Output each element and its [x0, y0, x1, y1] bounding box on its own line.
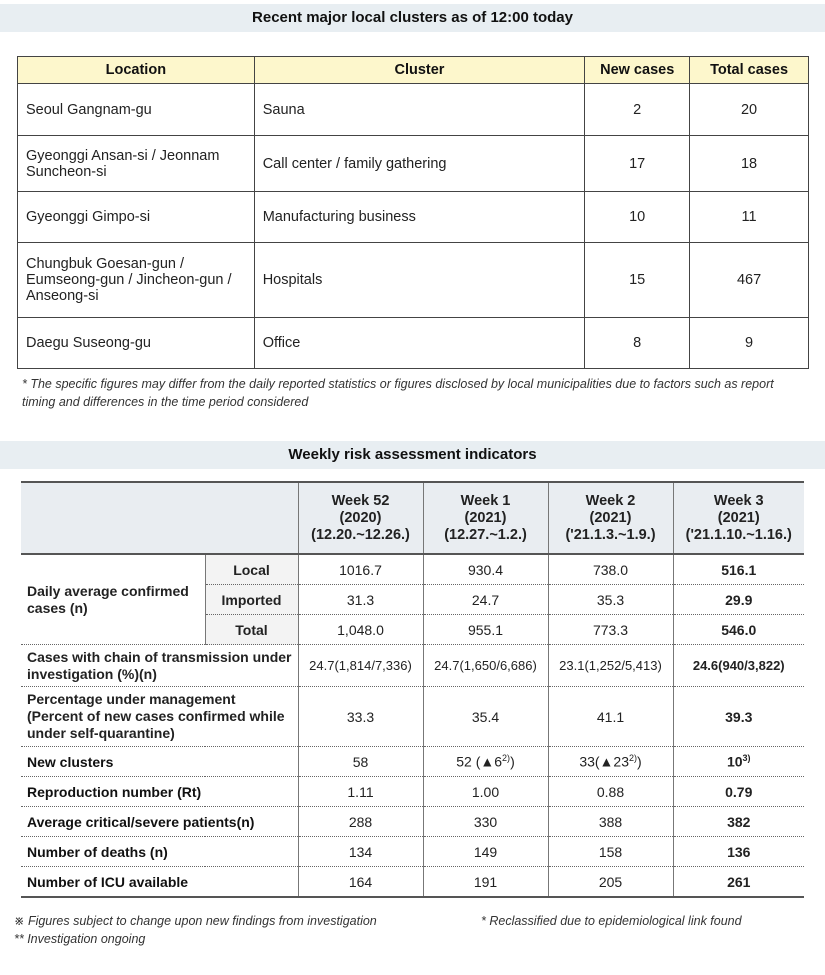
table-row	[21, 687, 804, 747]
value-cell: 930.4	[423, 554, 548, 585]
column-header-new-cases: New cases	[585, 57, 690, 84]
total-cases-cell: 9	[690, 318, 809, 369]
value-cell: 52 (▲6$^{2)}$)	[423, 747, 548, 777]
location-cell: Gyeonggi Gimpo-si	[18, 192, 255, 243]
table-row	[21, 867, 804, 898]
cluster-cell: Call center / family gathering	[254, 136, 585, 192]
value-cell: 29.9	[673, 585, 804, 615]
cluster-cell: Manufacturing business	[254, 192, 585, 243]
column-header-week-3: Week 3 (2021) ('21.1.10.~1.16.)	[673, 482, 804, 554]
value-cell: 10$^{3)}$	[673, 747, 804, 777]
value-cell: 191	[423, 867, 548, 898]
value-cell: 1016.7	[298, 554, 423, 585]
column-header-week-1: Week 1 (2021) (12.27.~1.2.)	[423, 482, 548, 554]
value-cell: 134	[298, 837, 423, 867]
total-cases-cell: 467	[690, 243, 809, 318]
value-cell: 41.1	[548, 687, 673, 747]
location-cell: Chungbuk Goesan-gun / Eumseong-gun / Jincheon-gun / Anseong-si	[18, 243, 255, 318]
table-row	[18, 192, 809, 243]
header-corner	[21, 482, 298, 554]
clusters-title: Recent major local clusters as of 12:00 today	[0, 4, 825, 32]
icu-label: Number of ICU available	[21, 867, 298, 898]
rt-label: Reproduction number (Rt)	[21, 777, 298, 807]
value-cell: 33.3	[298, 687, 423, 747]
column-header-location: Location	[18, 57, 255, 84]
table-row	[18, 84, 809, 136]
table-row	[18, 136, 809, 192]
table-row	[21, 837, 804, 867]
cluster-cell: Office	[254, 318, 585, 369]
transmission-label: Cases with chain of transmission under investigation (%)(n)	[21, 645, 298, 687]
total-cases-cell: 11	[690, 192, 809, 243]
total-label: Total	[205, 615, 298, 645]
new-cases-cell: 2	[585, 84, 690, 136]
value-cell: 388	[548, 807, 673, 837]
weekly-header-row	[21, 482, 804, 554]
value-cell: 738.0	[548, 554, 673, 585]
footnote-figures-subject-to-change: ※ Figures subject to change upon new findings from investigation	[14, 914, 377, 928]
weekly-table	[21, 481, 804, 898]
daily-average-label: Daily average confirmed cases (n)	[21, 554, 205, 645]
deaths-label: Number of deaths (n)	[21, 837, 298, 867]
value-cell: 546.0	[673, 615, 804, 645]
clusters-header-row	[18, 57, 809, 84]
value-cell: 136	[673, 837, 804, 867]
local-label: Local	[205, 554, 298, 585]
value-cell: 955.1	[423, 615, 548, 645]
clusters-footnote: * The specific figures may differ from the daily reported statistics or figures disclosed by local municipalities due to factors such as report timing and differences in the time period considered	[22, 377, 774, 409]
value-cell: 24.7(1,650/6,686)	[423, 645, 548, 687]
weekly-title: Weekly risk assessment indicators	[0, 441, 825, 469]
value-cell: 31.3	[298, 585, 423, 615]
value-cell: 288	[298, 807, 423, 837]
cluster-cell: Sauna	[254, 84, 585, 136]
value-cell: 58	[298, 747, 423, 777]
value-cell: 35.3	[548, 585, 673, 615]
value-cell: 330	[423, 807, 548, 837]
table-row	[21, 777, 804, 807]
value-cell: 24.6(940/3,822)	[673, 645, 804, 687]
new-cases-cell: 15	[585, 243, 690, 318]
management-label: Percentage under management (Percent of new cases confirmed while under self-quarantine)	[21, 687, 298, 747]
value-cell: 516.1	[673, 554, 804, 585]
value-cell: 35.4	[423, 687, 548, 747]
table-row	[21, 645, 804, 687]
column-header-cluster: Cluster	[254, 57, 585, 84]
critical-label: Average critical/severe patients(n)	[21, 807, 298, 837]
table-row	[21, 554, 804, 585]
imported-label: Imported	[205, 585, 298, 615]
value-cell: 24.7(1,814/7,336)	[298, 645, 423, 687]
weekly-footnotes	[14, 912, 814, 948]
new-cases-cell: 10	[585, 192, 690, 243]
cluster-cell: Hospitals	[254, 243, 585, 318]
clusters-table	[17, 56, 809, 369]
value-cell: 773.3	[548, 615, 673, 645]
location-cell: Seoul Gangnam-gu	[18, 84, 255, 136]
value-cell: 1,048.0	[298, 615, 423, 645]
new-cases-cell: 8	[585, 318, 690, 369]
location-cell: Gyeonggi Ansan-si / Jeonnam Suncheon-si	[18, 136, 255, 192]
column-header-week-52: Week 52 (2020) (12.20.~12.26.)	[298, 482, 423, 554]
value-cell: 158	[548, 837, 673, 867]
value-cell: 382	[673, 807, 804, 837]
footnote-reclassified: * Reclassified due to epidemiological link found	[481, 914, 742, 928]
footnote-investigation-ongoing: ** Investigation ongoing	[14, 932, 146, 946]
new-clusters-label: New clusters	[21, 747, 298, 777]
table-row	[21, 747, 804, 777]
value-cell: 1.11	[298, 777, 423, 807]
value-cell: 1.00	[423, 777, 548, 807]
value-cell: 164	[298, 867, 423, 898]
value-cell: 23.1(1,252/5,413)	[548, 645, 673, 687]
column-header-total-cases: Total cases	[690, 57, 809, 84]
new-cases-cell: 17	[585, 136, 690, 192]
value-cell: 24.7	[423, 585, 548, 615]
value-cell: 39.3	[673, 687, 804, 747]
table-row	[18, 318, 809, 369]
location-cell: Daegu Suseong-gu	[18, 318, 255, 369]
value-cell: 205	[548, 867, 673, 898]
value-cell: 33(▲23$^{2)}$)	[548, 747, 673, 777]
table-row	[18, 243, 809, 318]
total-cases-cell: 20	[690, 84, 809, 136]
table-row	[21, 807, 804, 837]
value-cell: 261	[673, 867, 804, 898]
value-cell: 149	[423, 837, 548, 867]
value-cell: 0.88	[548, 777, 673, 807]
column-header-week-2: Week 2 (2021) ('21.1.3.~1.9.)	[548, 482, 673, 554]
value-cell: 0.79	[673, 777, 804, 807]
total-cases-cell: 18	[690, 136, 809, 192]
